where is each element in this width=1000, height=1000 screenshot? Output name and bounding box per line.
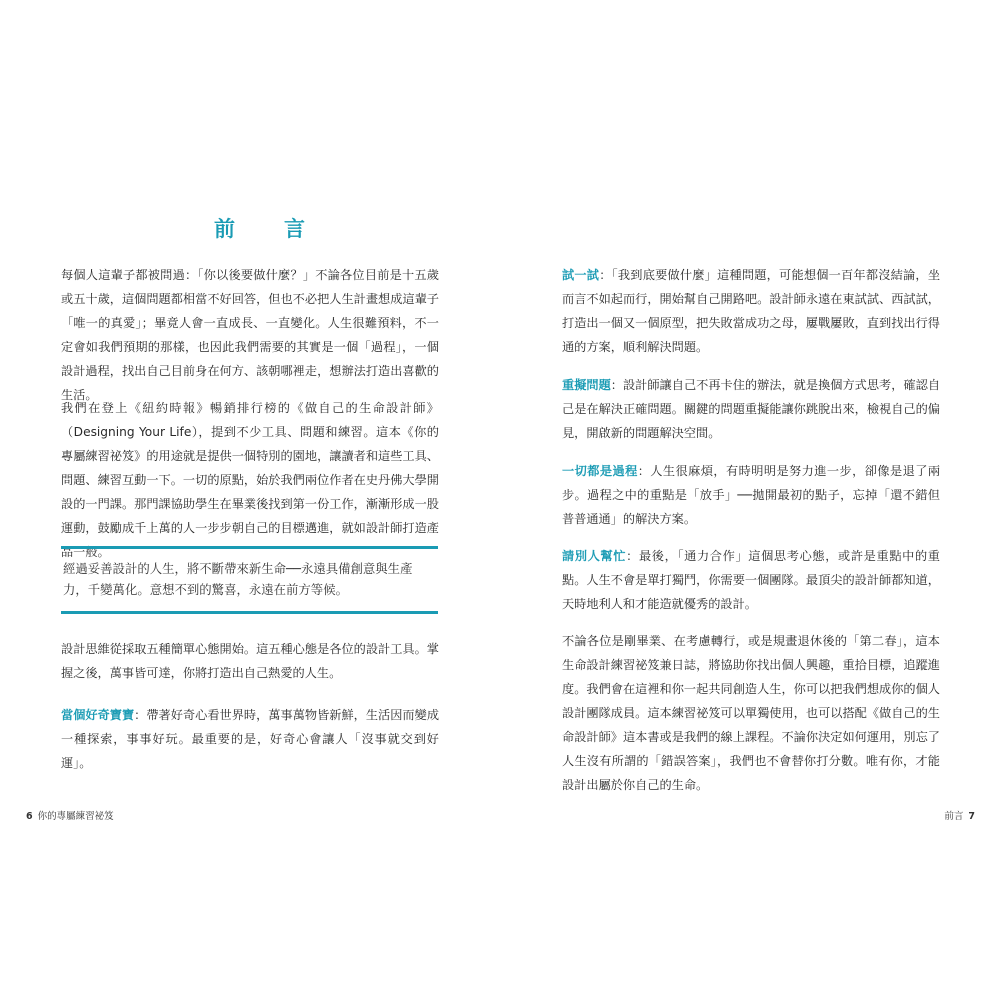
mindset-reframe-keyword: 重擬問題	[562, 378, 611, 392]
mindset-curiosity	[61, 703, 439, 775]
right-running-head: 前言	[944, 811, 964, 822]
left-page-number: 6	[26, 811, 33, 822]
mindset-curiosity-keyword: 當個好奇寶寶	[61, 708, 135, 722]
mindset-try	[562, 263, 940, 359]
mindset-process-text: ：人生很麻煩，有時明明是努力進一步，卻像是退了兩步。過程之中的重點是「放手」──拋開最初的點子，忘掉「還不錯但普普通通」的解決方案。	[562, 464, 941, 526]
right-page	[500, 0, 1000, 1000]
mindset-curiosity-text: ：帶著好奇心看世界時，萬事萬物皆新鮮，生活因而變成一種探索，事事好玩。最重要的是，好奇心會讓人「沒事就交到好運」。	[61, 708, 440, 770]
mindset-collaborate-text: ：最後，「通力合作」這個思考心態，或許是重點中的重點。人生不會是單打獨鬥，你需要一個團隊。最頂尖的設計師都知道，天時地利人和才能造就優秀的設計。	[562, 549, 940, 611]
mindset-reframe	[562, 373, 940, 445]
mindset-reframe-text: ：設計師讓自己不再卡住的辦法，就是換個方式思考，確認自己是在解決正確問題。關鍵的問題重擬能讓你跳脫出來，檢視自己的偏見，開啟新的問題解決空間。	[562, 378, 941, 440]
paragraph-2	[61, 396, 439, 564]
paragraph-1	[61, 263, 439, 407]
pull-quote-text: 經過妥善設計的人生，將不斷帶來新生命──永遠具備創意與生產力，千變萬化。意想不到的驚喜，永遠在前方等候。	[63, 561, 413, 597]
pull-quote	[61, 546, 438, 614]
mindset-collaborate-keyword: 請別人幫忙	[562, 549, 627, 563]
left-folio	[21, 808, 114, 822]
left-running-head: 你的專屬練習祕笈	[37, 811, 114, 822]
mindset-process	[562, 459, 940, 531]
paragraph-2-text: 我們在登上《紐約時報》暢銷排行榜的《做自己的生命設計師》（Designing Your Life），提到不少工具、問題和練習。這本《你的專屬練習祕笈》的用途就是提供一個特別的園地，讓讀者和這些工具、問題、練習互動一下。一切的原點，始於我們兩位作者在史丹佛大學開設的一門課。那門課協助學生在畢業後找到第一份工作，漸漸形成一股運動，鼓勵成千上萬的人一步步朝自己的目標邁進，就如設計師打造產品一般。	[61, 401, 439, 559]
closing-paragraph-text: 不論各位是剛畢業、在考慮轉行，或是規畫退休後的「第二春」，這本生命設計練習祕笈兼日誌，將協助你找出個人興趣，重拾目標，追蹤進度。我們會在這裡和你一起共同創造人生，你可以把我們想成你的個人設計團隊成員。這本練習祕笈可以單獨使用，也可以搭配《做自己的生命設計師》這本書或是我們的線上課程。不論你決定如何運用，別忘了人生沒有所謂的「錯誤答案」，我們也不會替你打分數。唯有你，才能設計出屬於你自己的生命。	[562, 634, 940, 792]
paragraph-3-text: 設計思維從採取五種簡單心態開始。這五種心態是各位的設計工具。掌握之後，萬事皆可達，你將打造出自己熱愛的人生。	[61, 642, 439, 680]
mindset-collaborate	[562, 544, 940, 616]
chapter-title: 前 言	[214, 217, 319, 241]
paragraph-1-text: 每個人這輩子都被問過：「你以後要做什麼？」不論各位目前是十五歲或五十歲，這個問題都相當不好回答，但也不必把人生計畫想成這輩子「唯一的真愛」；畢竟人會一直成長、一直變化。人生很難預料，不一定會如我們預期的那樣，也因此我們需要的其實是一個「過程」，一個設計過程，找出自己目前身在何方、該朝哪裡走，想辦法打造出喜歡的生活。	[61, 268, 439, 402]
paragraph-3	[61, 637, 439, 685]
mindset-try-text: ：「我到底要做什麼」這種問題，可能想個一百年都沒結論，坐而言不如起而行，開始幫自己開路吧。設計師永遠在東試試、西試試，打造出一個又一個原型，把失敗當成功之母，屢戰屢敗，直到找出行得通的方案，順利解決問題。	[562, 268, 941, 354]
mindset-try-keyword: 試一試	[562, 268, 600, 282]
right-page-number: 7	[968, 811, 975, 822]
mindset-process-keyword: 一切都是過程	[562, 464, 638, 478]
closing-paragraph	[562, 629, 940, 797]
right-folio	[944, 808, 980, 822]
